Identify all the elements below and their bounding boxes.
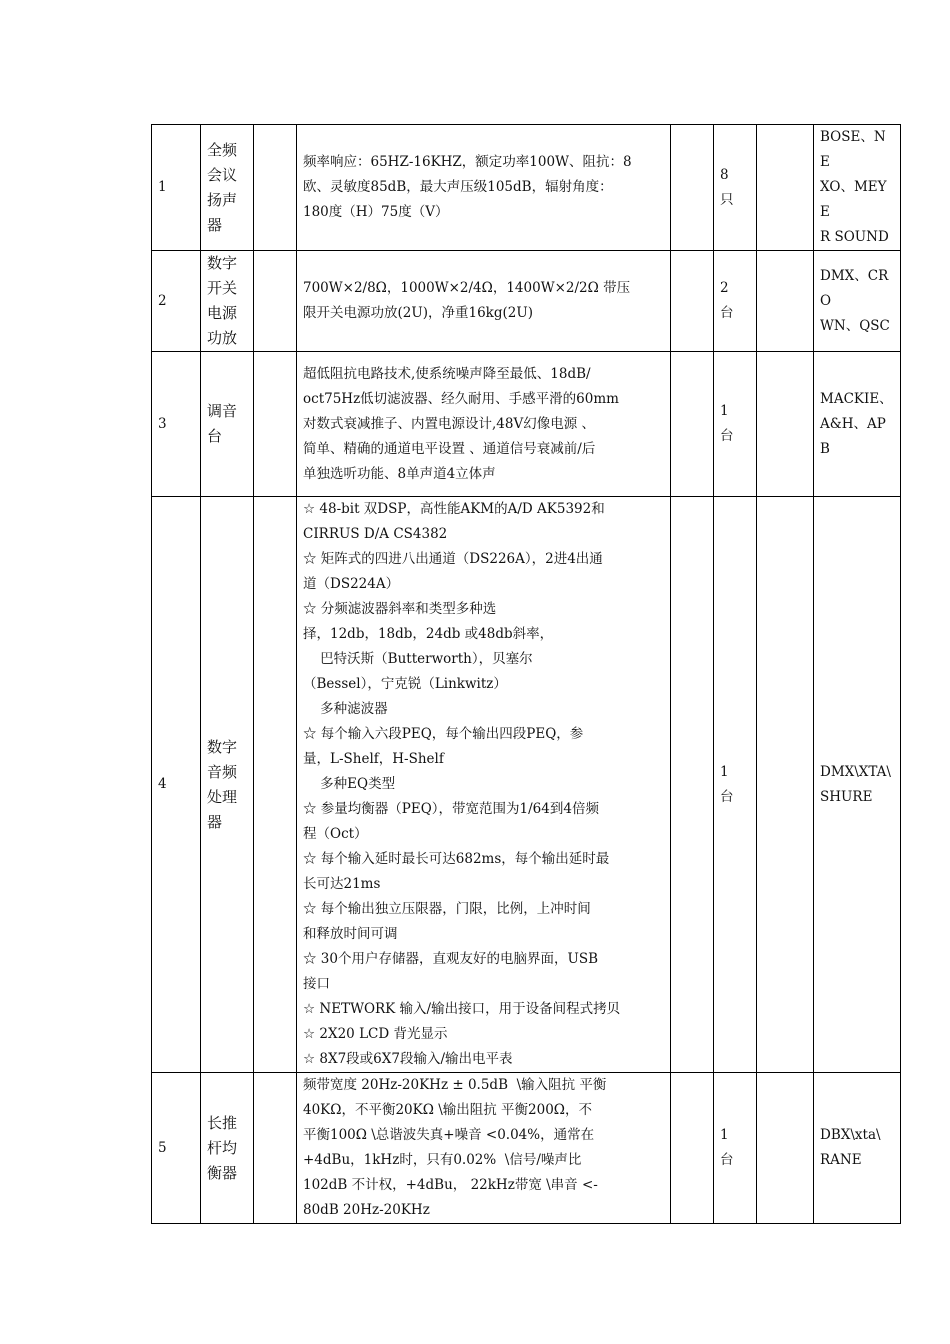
item-quantity-line: 2 xyxy=(720,280,729,296)
item-name-line: 器 xyxy=(207,215,223,234)
item-spec-line: ☆ 8X7段或6X7段输入/输出电平表 xyxy=(303,1051,513,1067)
item-name-line: 台 xyxy=(207,427,223,445)
item-spec-line: （Bessel），宁克锐（Linkwitz） xyxy=(303,676,507,692)
item-spec-line: 巴特沃斯（Butterworth），贝塞尔 xyxy=(303,651,533,667)
item-spec-line: ☆ 每个输出独立压限器，门限，比例，上冲时间 xyxy=(303,901,591,917)
item-name-line: 衡器 xyxy=(207,1163,238,1182)
item-name-line: 开关 xyxy=(207,279,238,297)
item-spec-line: ☆ 矩阵式的四进八出通道（DS226A），2进4出通 xyxy=(303,551,603,567)
item-spec-line: 超低阻抗电路技术,使系统噪声降至最低、18dB/ xyxy=(303,365,591,382)
item-spec-line: 接口 xyxy=(303,976,330,992)
item-brand-line: R SOUND xyxy=(820,229,889,245)
item-name-line: 电源 xyxy=(207,304,238,322)
table-body xyxy=(152,125,901,1224)
item-spec-line: 40KΩ，不平衡20KΩ \输出阻抗 平衡200Ω，不 xyxy=(303,1102,593,1118)
item-spec-line: ☆ 2X20 LCD 背光显示 xyxy=(303,1026,448,1042)
item-name-line: 数字 xyxy=(207,254,238,272)
table-row xyxy=(152,1073,901,1224)
item-name xyxy=(201,497,254,1073)
item-quantity-line: 台 xyxy=(720,305,734,321)
item-quantity xyxy=(714,1073,757,1224)
item-brand xyxy=(814,125,901,251)
empty-cell xyxy=(254,125,297,251)
empty-cell xyxy=(254,1073,297,1224)
table-row xyxy=(152,125,901,251)
item-quantity xyxy=(714,125,757,251)
item-quantity-line: 8 xyxy=(720,166,729,183)
item-number: 1 xyxy=(152,125,201,251)
item-spec-line: 80dB 20Hz-20KHz xyxy=(303,1202,430,1218)
item-brand-line: SHURE xyxy=(820,788,873,805)
empty-cell xyxy=(757,251,814,352)
item-spec-line: 频率响应：65HZ-16KHZ，额定功率100W、阻抗：8 xyxy=(303,154,632,170)
item-name-line: 调音 xyxy=(207,402,238,420)
item-spec-line: CIRRUS D/A CS4382 xyxy=(303,526,448,542)
empty-cell xyxy=(757,1073,814,1224)
item-name xyxy=(201,251,254,352)
item-spec-line: ☆ 参量均衡器（PEQ），带宽范围为1/64到4倍频 xyxy=(303,801,599,817)
empty-cell xyxy=(254,352,297,497)
item-spec-line: 单独选听功能、8单声道4立体声 xyxy=(303,465,496,482)
item-spec-line: 多种EQ类型 xyxy=(303,776,396,792)
item-name-line: 会议 xyxy=(207,165,238,184)
empty-cell xyxy=(757,125,814,251)
item-number: 3 xyxy=(152,352,201,497)
table-row xyxy=(152,497,901,1073)
item-name-line: 全频 xyxy=(207,140,238,159)
item-name-line: 处理 xyxy=(207,787,238,806)
item-brand-line: DMX、CRO xyxy=(820,267,889,309)
item-brand xyxy=(814,1073,901,1224)
item-name xyxy=(201,1073,254,1224)
item-spec xyxy=(297,125,671,251)
item-quantity xyxy=(714,352,757,497)
empty-cell xyxy=(757,497,814,1073)
item-spec-line: 简单、精确的通道电平设置 、通道信号衰减前/后 xyxy=(303,440,596,457)
item-spec-line: oct75Hz低切滤波器、经久耐用、手感平滑的60mm xyxy=(303,390,619,407)
empty-cell xyxy=(671,352,714,497)
item-quantity xyxy=(714,251,757,352)
item-spec-line: 频带宽度 20Hz-20KHz ± 0.5dB \输入阻抗 平衡 xyxy=(303,1077,607,1093)
item-name-line: 数字 xyxy=(207,737,238,756)
item-number: 4 xyxy=(152,497,201,1073)
item-brand-line: WN、QSC xyxy=(820,317,890,334)
item-spec-line: 和释放时间可调 xyxy=(303,926,398,942)
empty-cell xyxy=(671,1073,714,1224)
item-spec-line: ☆ 48-bit 双DSP，高性能AKM的A/D AK5392和 xyxy=(303,501,605,517)
item-brand-line: A&H、APB xyxy=(820,415,886,457)
item-spec-line: 长可达21ms xyxy=(303,876,381,892)
item-name xyxy=(201,352,254,497)
item-spec-line: 程（Oct） xyxy=(303,826,368,842)
item-name-line: 器 xyxy=(207,812,223,831)
empty-cell xyxy=(671,251,714,352)
item-brand-line: DBX\xta\ xyxy=(820,1127,881,1143)
item-quantity-line: 1 xyxy=(720,763,729,780)
item-spec-line: ☆ NETWORK 输入/输出接口，用于设备间程式拷贝 xyxy=(303,1001,621,1017)
item-spec-line: 180度（H）75度（V） xyxy=(303,204,449,220)
item-spec-line: +4dBu，1kHz时，只有0.02% \信号/噪声比 xyxy=(303,1152,582,1168)
item-spec xyxy=(297,251,671,352)
item-spec-line: 700W×2/8Ω，1000W×2/4Ω，1400W×2/2Ω 带压 xyxy=(303,280,631,296)
item-brand xyxy=(814,352,901,497)
equipment-spec-table xyxy=(151,124,901,1224)
item-name-line: 杆均 xyxy=(207,1138,238,1157)
empty-cell xyxy=(671,497,714,1073)
empty-cell xyxy=(254,251,297,352)
item-quantity-line: 台 xyxy=(720,788,734,805)
item-quantity-line: 1 xyxy=(720,1127,729,1143)
item-spec-line: 对数式衰减推子、内置电源设计,48V幻像电源 、 xyxy=(303,415,596,432)
item-spec-line: ☆ 30个用户存储器，直观友好的电脑界面，USB xyxy=(303,951,599,967)
item-spec-line: 平衡100Ω \总谐波失真+噪音 <0.04%，通常在 xyxy=(303,1127,595,1143)
empty-cell xyxy=(254,497,297,1073)
item-brand-line: RANE xyxy=(820,1152,862,1168)
item-quantity-line: 台 xyxy=(720,1152,734,1168)
item-spec-line: 量，L-Shelf，H-Shelf xyxy=(303,751,444,767)
item-quantity xyxy=(714,497,757,1073)
item-name xyxy=(201,125,254,251)
item-brand xyxy=(814,497,901,1073)
item-quantity-line: 只 xyxy=(720,191,734,208)
item-spec xyxy=(297,1073,671,1224)
table-row xyxy=(152,251,901,352)
item-spec-line: 欧、灵敏度85dB，最大声压级105dB，辐射角度： xyxy=(303,179,613,195)
item-quantity-line: 1 xyxy=(720,403,729,419)
item-spec-line: ☆ 每个输入六段PEQ，每个输出四段PEQ，参 xyxy=(303,726,584,742)
item-quantity-line: 台 xyxy=(720,428,734,444)
empty-cell xyxy=(757,352,814,497)
table-row xyxy=(152,352,901,497)
item-brand-line: BOSE、NE xyxy=(820,129,886,170)
item-spec xyxy=(297,352,671,497)
item-spec-line: 道（DS224A） xyxy=(303,576,400,592)
item-brand-line: XO、MEYE xyxy=(820,179,887,220)
item-spec-line: 限开关电源功放(2U)，净重16kg(2U) xyxy=(303,305,534,321)
item-name-line: 扬声 xyxy=(207,190,238,209)
item-number: 5 xyxy=(152,1073,201,1224)
item-name-line: 长推 xyxy=(207,1113,238,1132)
item-number: 2 xyxy=(152,251,201,352)
item-spec xyxy=(297,497,671,1073)
item-name-line: 功放 xyxy=(207,329,238,347)
item-name-line: 音频 xyxy=(207,762,238,781)
item-spec-line: ☆ 分频滤波器斜率和类型多种选 xyxy=(303,601,497,617)
item-spec-line: 择，12db，18db，24db 或48db斜率， xyxy=(303,626,554,642)
item-brand-line: MACKIE、 xyxy=(820,390,893,407)
item-spec-line: 多种滤波器 xyxy=(303,701,388,717)
item-spec-line: 102dB 不计权，+4dBu， 22kHz带宽 \串音 <- xyxy=(303,1177,598,1193)
empty-cell xyxy=(671,125,714,251)
item-brand xyxy=(814,251,901,352)
item-brand-line: DMX\XTA\ xyxy=(820,763,891,780)
item-spec-line: ☆ 每个输入延时最长可达682ms，每个输出延时最 xyxy=(303,851,610,867)
